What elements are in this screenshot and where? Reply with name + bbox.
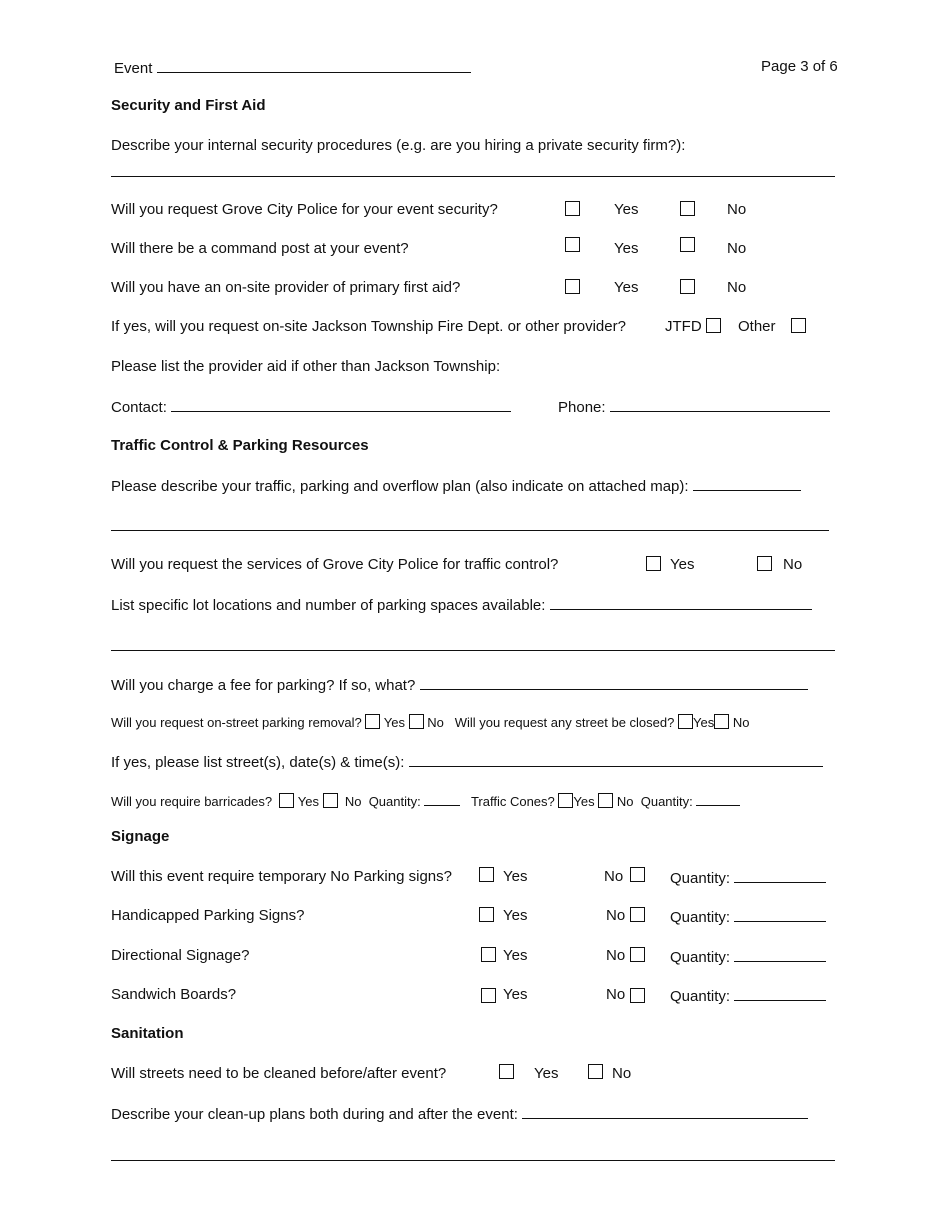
phone-label: Phone: xyxy=(558,399,606,416)
barricades-quantity-label: Quantity: xyxy=(368,794,421,809)
streets-row xyxy=(111,752,823,772)
security-describe-field[interactable] xyxy=(111,176,835,177)
lots-label: List specific lot locations and number of parking spaces available: xyxy=(111,597,546,614)
contact-field[interactable] xyxy=(171,397,511,412)
closed-no-label: No xyxy=(732,715,750,730)
command-post-yes-checkbox[interactable] xyxy=(565,237,580,252)
cones-quantity-label: Quantity: xyxy=(640,794,693,809)
onstreet-no-label: No xyxy=(427,715,444,730)
cleanup-label: Describe your clean-up plans both during and after the event: xyxy=(111,1106,518,1123)
first-aid-yes-label: Yes xyxy=(614,279,639,296)
sandwich-yes-label: Yes xyxy=(503,986,528,1003)
fee-field[interactable] xyxy=(420,675,808,690)
police-traffic-yes-label: Yes xyxy=(670,556,695,573)
traffic-describe-row xyxy=(111,476,801,496)
barricades-quantity-field[interactable] xyxy=(424,791,460,806)
closed-yes-label: Yes xyxy=(692,715,715,730)
handicapped-yes-checkbox[interactable] xyxy=(479,907,494,922)
directional-yes-checkbox[interactable] xyxy=(481,947,496,962)
onstreet-closed-row xyxy=(111,714,749,732)
traffic-heading: Traffic Control & Parking Resources xyxy=(111,437,369,454)
fee-label: Will you charge a fee for parking? If so, what? xyxy=(111,677,416,694)
question-first-aid: Will you have an on-site provider of primary first aid? xyxy=(111,279,461,296)
traffic-describe-label: Please describe your traffic, parking and overflow plan (also indicate on attached map): xyxy=(111,478,689,495)
no-parking-quantity-field[interactable] xyxy=(734,868,826,883)
first-aid-no-checkbox[interactable] xyxy=(680,279,695,294)
sandwich-no-label: No xyxy=(606,986,626,1003)
lots-row xyxy=(111,595,812,615)
question-police-traffic: Will you request the services of Grove City Police for traffic control? xyxy=(111,556,559,573)
lots-field[interactable] xyxy=(550,595,812,610)
handicapped-yes-label: Yes xyxy=(503,907,528,924)
signage-heading: Signage xyxy=(111,828,170,845)
jtfd-checkbox[interactable] xyxy=(706,318,721,333)
cones-no-checkbox[interactable] xyxy=(598,793,613,808)
other-label: Other xyxy=(738,318,776,335)
barricades-no-checkbox[interactable] xyxy=(323,793,338,808)
clean-no-label: No xyxy=(612,1065,632,1082)
onstreet-yes-checkbox[interactable] xyxy=(365,714,380,729)
directional-no-checkbox[interactable] xyxy=(630,947,645,962)
clean-yes-label: Yes xyxy=(534,1065,559,1082)
no-parking-yes-checkbox[interactable] xyxy=(479,867,494,882)
police-security-no-checkbox[interactable] xyxy=(680,201,695,216)
cones-yes-checkbox[interactable] xyxy=(558,793,573,808)
barricades-yes-checkbox[interactable] xyxy=(279,793,294,808)
cleanup-field-line-2[interactable] xyxy=(111,1160,835,1161)
streets-label: If yes, please list street(s), date(s) & time(s): xyxy=(111,754,405,771)
security-describe-label: Describe your internal security procedures (e.g. are you hiring a private security firm?): xyxy=(111,137,686,154)
sandwich-quantity-label: Quantity: xyxy=(670,988,731,1005)
question-handicapped-signs: Handicapped Parking Signs? xyxy=(111,907,305,924)
police-traffic-no-checkbox[interactable] xyxy=(757,556,772,571)
contact-row xyxy=(111,397,511,417)
first-aid-yes-checkbox[interactable] xyxy=(565,279,580,294)
handicapped-quantity-field[interactable] xyxy=(734,907,826,922)
police-security-yes-label: Yes xyxy=(614,201,639,218)
clean-yes-checkbox[interactable] xyxy=(499,1064,514,1079)
sanitation-heading: Sanitation xyxy=(111,1025,184,1042)
fee-row xyxy=(111,675,808,695)
traffic-describe-line-2[interactable] xyxy=(111,530,829,531)
cones-yes-label: Yes xyxy=(573,794,595,809)
onstreet-no-checkbox[interactable] xyxy=(409,714,424,729)
no-parking-no-checkbox[interactable] xyxy=(630,867,645,882)
cleanup-field[interactable] xyxy=(522,1104,808,1119)
event-label: Event xyxy=(114,60,153,77)
no-parking-quantity xyxy=(670,868,826,888)
no-parking-quantity-label: Quantity: xyxy=(670,870,731,887)
other-provider-checkbox[interactable] xyxy=(791,318,806,333)
closed-yes-checkbox[interactable] xyxy=(678,714,693,729)
handicapped-quantity xyxy=(670,907,826,927)
cones-no-label: No xyxy=(616,794,634,809)
police-security-no-label: No xyxy=(727,201,747,218)
barricades-yes-label: Yes xyxy=(297,794,319,809)
streets-field[interactable] xyxy=(409,752,823,767)
handicapped-quantity-label: Quantity: xyxy=(670,909,731,926)
question-command-post: Will there be a command post at your event? xyxy=(111,240,409,257)
question-provider: If yes, will you request on-site Jackson Township Fire Dept. or other provider? xyxy=(111,318,626,335)
command-post-yes-label: Yes xyxy=(614,240,639,257)
cones-quantity-field[interactable] xyxy=(696,791,740,806)
command-post-no-label: No xyxy=(727,240,747,257)
police-traffic-no-label: No xyxy=(783,556,803,573)
no-parking-yes-label: Yes xyxy=(503,868,528,885)
question-no-parking-signs: Will this event require temporary No Parking signs? xyxy=(111,868,452,885)
traffic-describe-field[interactable] xyxy=(693,476,801,491)
question-directional-signage: Directional Signage? xyxy=(111,947,250,964)
closed-label: Will you request any street be closed? xyxy=(454,715,675,730)
handicapped-no-label: No xyxy=(606,907,626,924)
question-street-cleaning: Will streets need to be cleaned before/after event? xyxy=(111,1065,447,1082)
sandwich-quantity xyxy=(670,986,826,1006)
onstreet-yes-label: Yes xyxy=(383,715,405,730)
no-parking-no-label: No xyxy=(604,868,624,885)
event-label-row xyxy=(114,58,471,78)
sandwich-no-checkbox[interactable] xyxy=(630,988,645,1003)
cleanup-row xyxy=(111,1104,808,1124)
security-heading: Security and First Aid xyxy=(111,97,266,114)
first-aid-no-label: No xyxy=(727,279,747,296)
handicapped-no-checkbox[interactable] xyxy=(630,907,645,922)
phone-row xyxy=(558,397,830,417)
closed-no-checkbox[interactable] xyxy=(714,714,729,729)
lots-field-line-2[interactable] xyxy=(111,650,835,651)
barricades-no-label: No xyxy=(344,794,362,809)
directional-quantity xyxy=(670,947,826,967)
event-name-field[interactable] xyxy=(157,58,471,73)
page-number: Page 3 of 6 xyxy=(761,58,838,75)
command-post-no-checkbox[interactable] xyxy=(680,237,695,252)
question-sandwich-boards: Sandwich Boards? xyxy=(111,986,237,1003)
police-traffic-yes-checkbox[interactable] xyxy=(646,556,661,571)
onstreet-label: Will you request on-street parking removal? xyxy=(111,715,362,730)
clean-no-checkbox[interactable] xyxy=(588,1064,603,1079)
directional-no-label: No xyxy=(606,947,626,964)
police-security-yes-checkbox[interactable] xyxy=(565,201,580,216)
barricades-label: Will you require barricades? xyxy=(111,794,273,809)
contact-label: Contact: xyxy=(111,399,167,416)
directional-quantity-field[interactable] xyxy=(734,947,826,962)
question-police-security: Will you request Grove City Police for your event security? xyxy=(111,201,498,218)
list-provider-label: Please list the provider aid if other than Jackson Township: xyxy=(111,358,501,375)
directional-quantity-label: Quantity: xyxy=(670,949,731,966)
directional-yes-label: Yes xyxy=(503,947,528,964)
barricades-row xyxy=(111,791,740,811)
sandwich-quantity-field[interactable] xyxy=(734,986,826,1001)
phone-field[interactable] xyxy=(610,397,830,412)
sandwich-yes-checkbox[interactable] xyxy=(481,988,496,1003)
jtfd-label: JTFD xyxy=(665,318,702,335)
cones-label: Traffic Cones? xyxy=(470,794,555,809)
